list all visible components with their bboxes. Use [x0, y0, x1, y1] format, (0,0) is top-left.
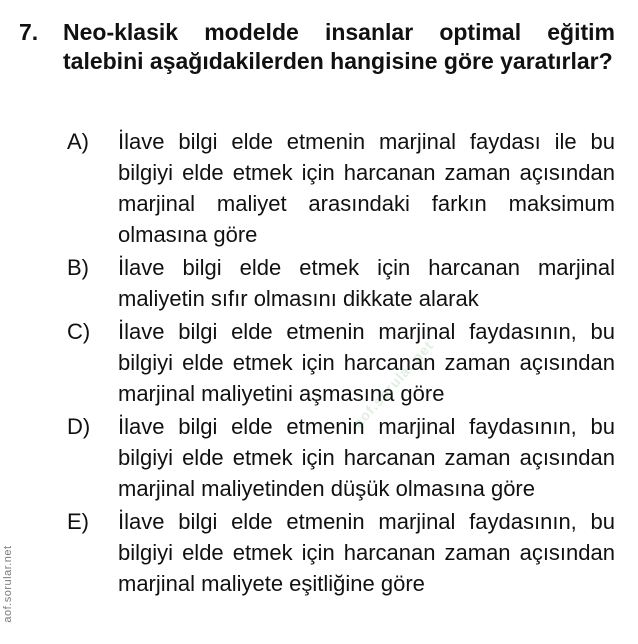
option-d[interactable] [67, 411, 615, 504]
option-letter: C) [67, 319, 91, 344]
option-text: İlave bilgi elde etmenin marjinal faydasının, bu bilgiyi elde etmek için harcanan zaman açısından marjinal maliyete eşitliğine göre [118, 509, 615, 596]
option-text: İlave bilgi elde etmenin marjinal faydasının, bu bilgiyi elde etmek için harcanan zaman açısından marjinal maliyetinden düşük olmasına göre [118, 414, 615, 501]
option-c[interactable] [67, 316, 615, 409]
option-letter: E) [67, 509, 89, 534]
option-letter: A) [67, 129, 89, 154]
option-e[interactable] [67, 506, 615, 599]
center-watermark: aof.sorular.net [350, 337, 437, 431]
question-text: Neo-klasik modelde insanlar optimal eğitim talebini aşağıdakilerden hangisine göre yaratırlar? [63, 19, 615, 74]
option-a[interactable] [67, 126, 615, 250]
option-b[interactable] [67, 252, 615, 314]
option-letter: B) [67, 255, 89, 280]
answer-options [67, 126, 615, 601]
option-text: İlave bilgi elde etmek için harcanan marjinal maliyetin sıfır olmasını dikkate alarak [118, 255, 615, 311]
option-text: İlave bilgi elde etmenin marjinal faydası ile bu bilgiyi elde etmek için harcanan zaman açısından marjinal maliyet arasındaki farkın maksimum olmasına göre [118, 129, 615, 247]
option-text: İlave bilgi elde etmenin marjinal faydasının, bu bilgiyi elde etmek için harcanan zaman açısından marjinal maliyetini aşmasına göre [118, 319, 615, 406]
question-number: 7. [19, 19, 39, 45]
side-watermark: aof.sorular.net [2, 545, 14, 623]
option-letter: D) [67, 414, 91, 439]
question [19, 18, 615, 76]
